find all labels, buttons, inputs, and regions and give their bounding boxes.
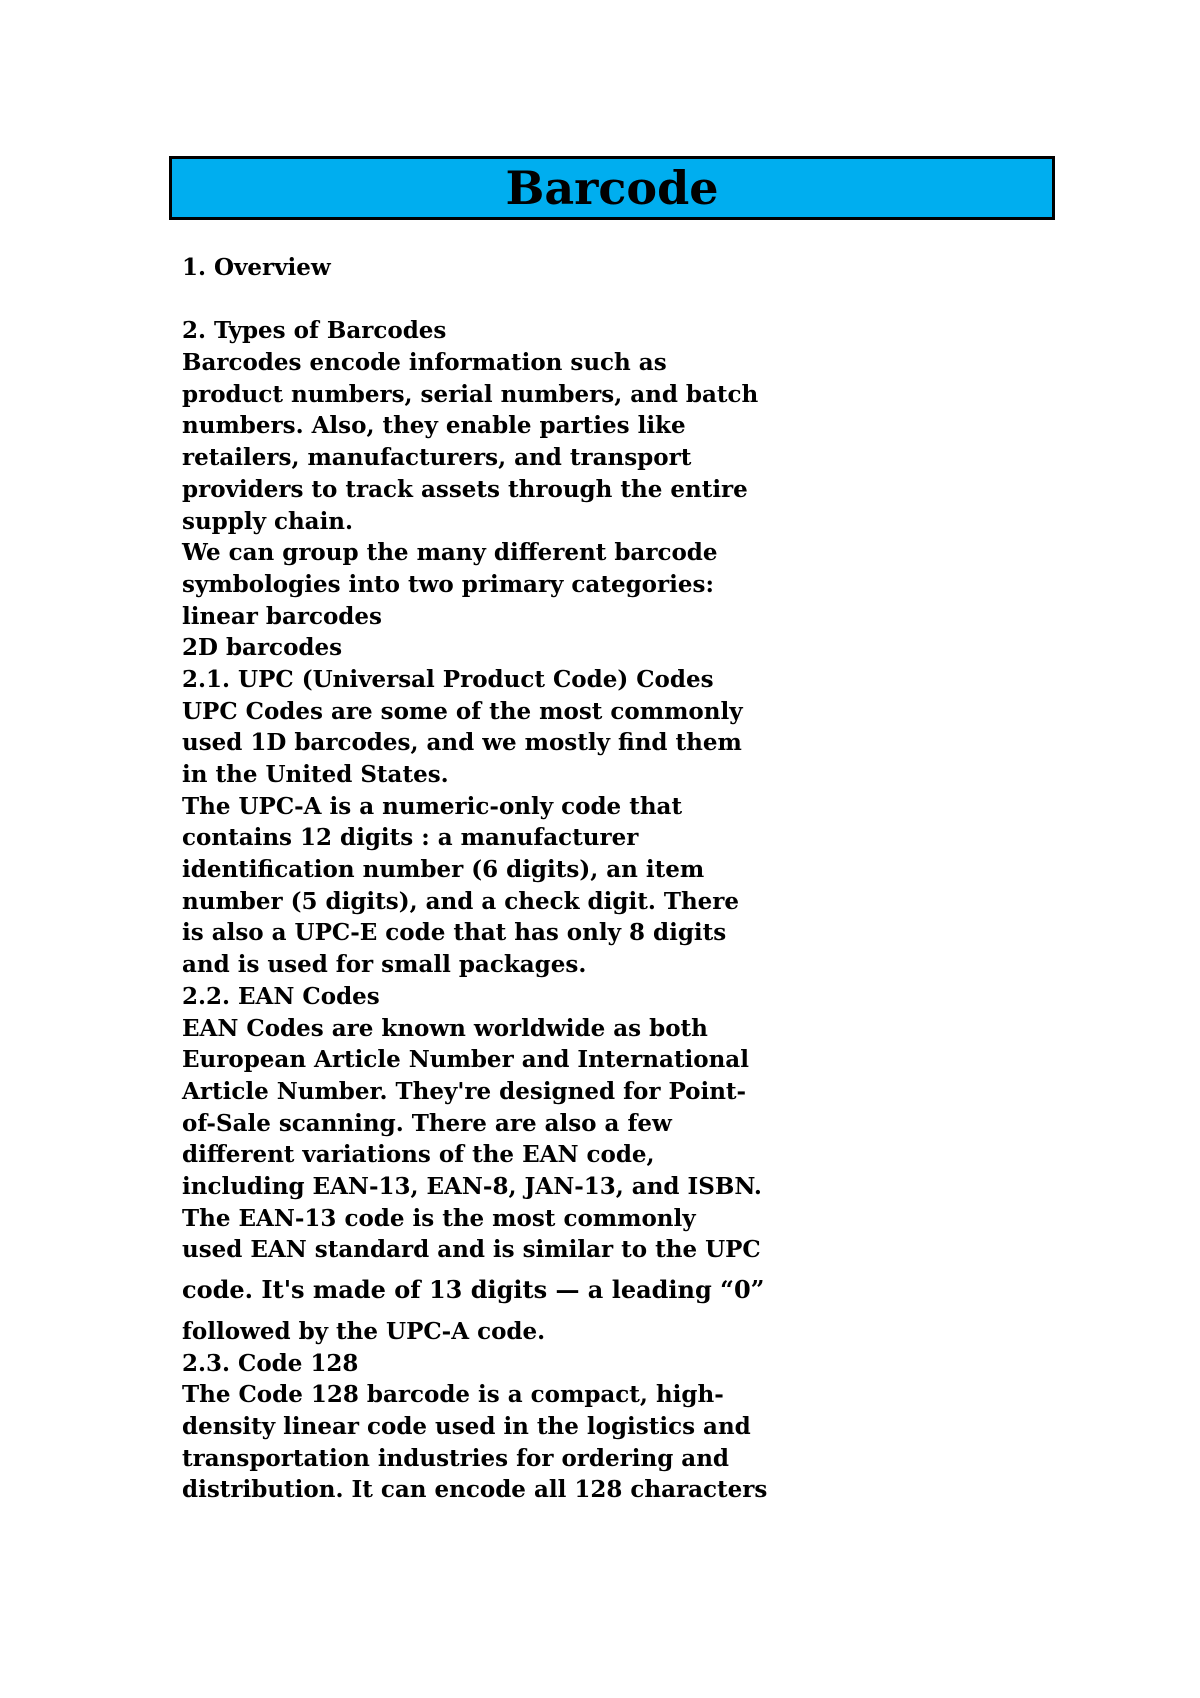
- paragraph-line: supply chain.: [182, 507, 354, 535]
- heading-overview: 1. Overview: [182, 254, 331, 281]
- list-item-2d-barcodes: 2D barcodes: [182, 634, 343, 662]
- title-banner: [169, 156, 1055, 220]
- paragraph-line: retailers, manufacturers, and transport: [182, 444, 692, 472]
- paragraph-line: is also a UPC-E code that has only 8 digits: [182, 919, 727, 947]
- paragraph-line: different variations of the EAN code,: [182, 1141, 655, 1169]
- document-body: [182, 252, 1082, 1506]
- paragraph-line: code. It's made of 13 digits — a leading “0”: [182, 1275, 765, 1304]
- paragraph-line: numbers. Also, they enable parties like: [182, 412, 686, 440]
- paragraph-line: density linear code used in the logistics and: [182, 1413, 751, 1441]
- paragraph-line: in the United States.: [182, 761, 449, 788]
- paragraph-line: Barcodes encode information such as: [182, 349, 667, 377]
- paragraph-line: followed by the UPC-A code.: [182, 1318, 546, 1345]
- paragraph-line: UPC Codes are some of the most commonly: [182, 697, 743, 725]
- paragraph-line: We can group the many different barcode: [182, 539, 718, 567]
- paragraph-line: European Article Number and International: [182, 1046, 749, 1074]
- heading-ean-codes: 2.2. EAN Codes: [182, 982, 380, 1010]
- paragraph-line: Article Number. They're designed for Point-: [182, 1077, 747, 1105]
- blank-line: [182, 284, 1082, 316]
- paragraph-line: number (5 digits), and a check digit. There: [182, 887, 740, 915]
- paragraph-line: of-Sale scanning. There are also a few: [182, 1109, 672, 1137]
- paragraph-line: providers to track assets through the entire: [182, 475, 748, 503]
- paragraph-line: and is used for small packages.: [182, 951, 587, 979]
- paragraph-line: identification number (6 digits), an item: [182, 856, 705, 884]
- document-title: Barcode: [505, 161, 719, 215]
- paragraph-line: used EAN standard and is similar to the UPC: [182, 1236, 761, 1264]
- heading-types-of-barcodes: 2. Types of Barcodes: [182, 317, 447, 345]
- list-item-linear-barcodes: linear barcodes: [182, 602, 382, 630]
- paragraph-line: including EAN-13, EAN-8, JAN-13, and ISBN.: [182, 1172, 762, 1200]
- paragraph-line: distribution. It can encode all 128 characters: [182, 1476, 768, 1504]
- paragraph-line: The EAN-13 code is the most commonly: [182, 1204, 696, 1232]
- paragraph-line: The UPC-A is a numeric-only code that: [182, 792, 683, 820]
- paragraph-line: used 1D barcodes, and we mostly find them: [182, 729, 742, 757]
- heading-upc-codes: 2.1. UPC (Universal Product Code) Codes: [182, 665, 714, 693]
- paragraph-line: The Code 128 barcode is a compact, high-: [182, 1381, 724, 1409]
- paragraph-line: contains 12 digits : a manufacturer: [182, 824, 639, 852]
- paragraph-line: product numbers, serial numbers, and batch: [182, 380, 759, 408]
- paragraph-line: EAN Codes are known worldwide as both: [182, 1014, 708, 1042]
- heading-code-128: 2.3. Code 128: [182, 1349, 359, 1377]
- paragraph-line: symbologies into two primary categories:: [182, 570, 714, 598]
- paragraph-line: transportation industries for ordering and: [182, 1444, 730, 1472]
